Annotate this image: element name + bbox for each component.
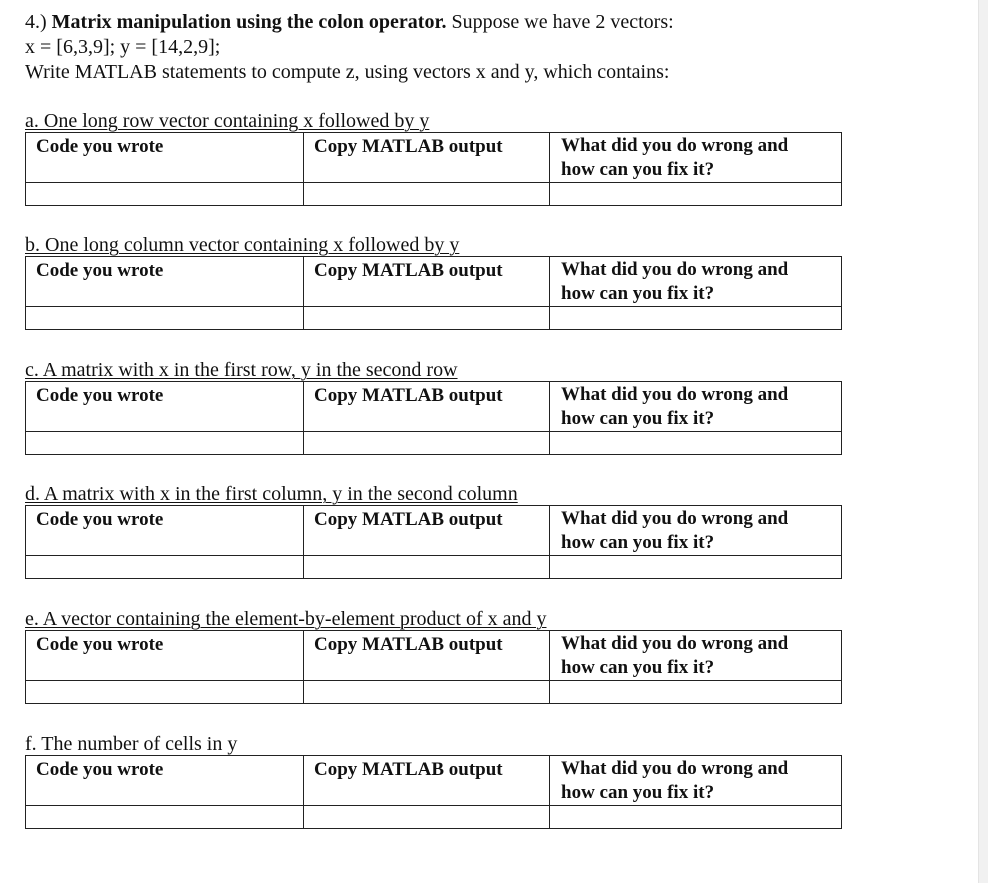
fix-column-header: What did you do wrong and how can you fix it? <box>550 257 842 307</box>
code-column-header: Code you wrote <box>26 506 304 556</box>
vector-definitions: x = [6,3,9]; y = [14,2,9]; <box>25 36 221 58</box>
output-cell[interactable] <box>304 806 550 829</box>
table-header-row <box>26 133 842 183</box>
section-d <box>25 483 841 579</box>
section-e <box>25 608 841 704</box>
section-f-answer-table <box>25 755 842 829</box>
code-column-header: Code you wrote <box>26 631 304 681</box>
section-b <box>25 234 841 330</box>
fix-column-header: What did you do wrong and how can you fix it? <box>550 382 842 432</box>
table-header-row <box>26 756 842 806</box>
table-header-row <box>26 382 842 432</box>
fix-column-header: What did you do wrong and how can you fix it? <box>550 756 842 806</box>
question-title: Matrix manipulation using the colon operator. <box>51 11 447 33</box>
fix-column-header: What did you do wrong and how can you fix it? <box>550 133 842 183</box>
section-c <box>25 359 841 455</box>
fix-cell[interactable] <box>550 681 842 704</box>
table-header-row <box>26 631 842 681</box>
section-e-label: e. A vector containing the element-by-element product of x and y <box>25 608 547 630</box>
output-cell[interactable] <box>304 307 550 330</box>
code-cell[interactable] <box>26 806 304 829</box>
table-header-row <box>26 506 842 556</box>
question-number: 4.) <box>25 11 47 33</box>
scrollbar[interactable] <box>978 0 988 883</box>
table-row <box>26 681 842 704</box>
output-column-header: Copy MATLAB output <box>304 133 550 183</box>
fix-column-header: What did you do wrong and how can you fix it? <box>550 506 842 556</box>
section-c-label: c. A matrix with x in the first row, y in the second row <box>25 359 458 381</box>
table-row <box>26 307 842 330</box>
code-cell[interactable] <box>26 307 304 330</box>
section-c-answer-table <box>25 381 842 455</box>
section-a <box>25 110 841 206</box>
output-column-header: Copy MATLAB output <box>304 382 550 432</box>
fix-column-header: What did you do wrong and how can you fix it? <box>550 631 842 681</box>
output-cell[interactable] <box>304 183 550 206</box>
code-cell[interactable] <box>26 681 304 704</box>
section-b-answer-table <box>25 256 842 330</box>
fix-cell[interactable] <box>550 556 842 579</box>
code-cell[interactable] <box>26 556 304 579</box>
code-cell[interactable] <box>26 432 304 455</box>
output-column-header: Copy MATLAB output <box>304 756 550 806</box>
table-header-row <box>26 257 842 307</box>
code-column-header: Code you wrote <box>26 133 304 183</box>
output-cell[interactable] <box>304 681 550 704</box>
code-column-header: Code you wrote <box>26 382 304 432</box>
section-b-label: b. One long column vector containing x followed by y <box>25 234 460 256</box>
table-row <box>26 432 842 455</box>
output-column-header: Copy MATLAB output <box>304 506 550 556</box>
question-title-suffix: Suppose we have 2 vectors: <box>446 11 674 33</box>
section-a-answer-table <box>25 132 842 206</box>
table-row <box>26 806 842 829</box>
output-cell[interactable] <box>304 556 550 579</box>
output-column-header: Copy MATLAB output <box>304 631 550 681</box>
fix-cell[interactable] <box>550 806 842 829</box>
table-row <box>26 556 842 579</box>
code-column-header: Code you wrote <box>26 257 304 307</box>
fix-cell[interactable] <box>550 432 842 455</box>
fix-cell[interactable] <box>550 183 842 206</box>
question-instruction: Write MATLAB statements to compute z, using vectors x and y, which contains: <box>25 61 670 83</box>
code-column-header: Code you wrote <box>26 756 304 806</box>
output-cell[interactable] <box>304 432 550 455</box>
question-heading-line <box>25 10 674 35</box>
output-column-header: Copy MATLAB output <box>304 257 550 307</box>
code-cell[interactable] <box>26 183 304 206</box>
question-intro <box>25 10 674 85</box>
section-a-label: a. One long row vector containing x followed by y <box>25 110 430 132</box>
table-row <box>26 183 842 206</box>
section-f-label: f. The number of cells in y <box>25 733 238 755</box>
section-f <box>25 733 841 829</box>
fix-cell[interactable] <box>550 307 842 330</box>
section-d-label: d. A matrix with x in the first column, y in the second column <box>25 483 518 505</box>
section-e-answer-table <box>25 630 842 704</box>
section-d-answer-table <box>25 505 842 579</box>
